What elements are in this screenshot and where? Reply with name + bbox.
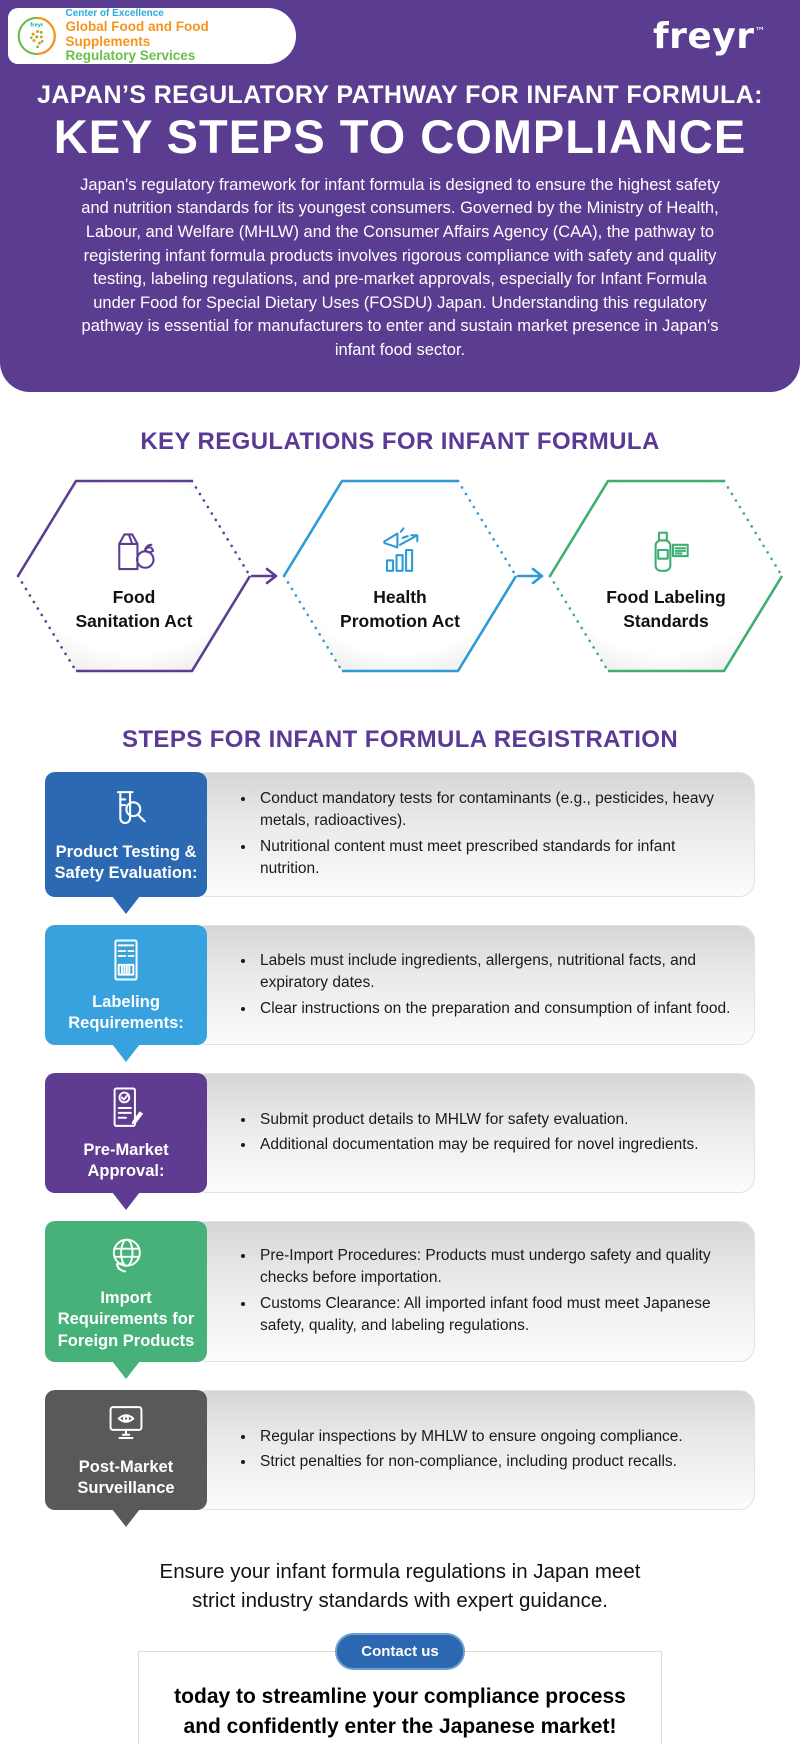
step-title-panel — [45, 1221, 207, 1362]
closing-message — [0, 1558, 800, 1615]
step-bullets — [240, 1242, 732, 1341]
step-title-panel — [45, 1073, 207, 1193]
regulation-card-health-promotion-act — [280, 471, 520, 681]
bullet-item: • Nutritional content must meet prescribed standards for infant nutrition. — [256, 836, 732, 881]
badge-title-line1: Global Food and Food Supplements — [65, 18, 209, 49]
step-title-panel — [45, 772, 207, 897]
cta-line1: today to streamline your compliance process — [174, 1685, 626, 1709]
steps-list — [45, 772, 755, 1510]
header-banner — [0, 0, 800, 392]
step-details-panel — [191, 925, 755, 1045]
step-title-panel — [45, 925, 207, 1045]
bullet-item: • Regular inspections by MHLW to ensure ongoing compliance. — [256, 1426, 683, 1448]
bullet-item: • Pre-Import Procedures: Products must undergo safety and quality checks before importation. — [256, 1245, 732, 1290]
approved-document-pen-icon — [100, 1083, 152, 1133]
step-row-product-testing — [45, 772, 755, 897]
freyr-logo-text: freyr — [652, 16, 755, 57]
nutrition-label-icon — [100, 935, 152, 985]
step-row-import-requirements — [45, 1221, 755, 1362]
step-bullets — [240, 785, 732, 884]
closing-line1: Ensure your infant formula regulations in Japan meet — [159, 1559, 641, 1583]
step-details-panel — [191, 1221, 755, 1362]
bullet-item: • Additional documentation may be required for novel ingredients. — [256, 1134, 699, 1156]
step-details-panel — [191, 1073, 755, 1193]
step-label: Product Testing & Safety Evaluation: — [54, 842, 198, 882]
regulations-heading: KEY REGULATIONS FOR INFANT FORMULA — [140, 428, 660, 455]
step-row-post-market-surveillance — [45, 1390, 755, 1510]
test-tube-magnifier-icon — [100, 785, 152, 835]
step-details-panel — [191, 1390, 755, 1510]
cta-line2: and confidently enter the Japanese market! — [183, 1714, 617, 1738]
contact-us-button[interactable]: Contact us — [335, 1633, 465, 1670]
step-details-panel — [191, 772, 755, 897]
regulation-label: Health Promotion Act — [340, 587, 460, 631]
milk-carton-apple-icon — [106, 524, 162, 576]
step-title-panel — [45, 1390, 207, 1510]
regulations-row — [0, 470, 800, 682]
step-label: Post-Market Surveillance — [77, 1457, 175, 1498]
freyr-seed-logo-icon — [16, 14, 57, 58]
badge-tagline: Center of Excellence — [65, 7, 164, 19]
step-row-pre-market-approval — [45, 1073, 755, 1193]
step-bullets — [240, 1423, 683, 1477]
regulation-label: Food Sanitation Act — [75, 587, 193, 631]
globe-import-icon — [100, 1231, 152, 1281]
right-arrow-icon — [515, 565, 551, 587]
coe-badge — [8, 8, 296, 64]
right-arrow-icon — [249, 565, 285, 587]
step-row-labeling-requirements — [45, 925, 755, 1045]
step-bullets — [240, 1106, 699, 1160]
step-label: Pre-Market Approval: — [83, 1140, 169, 1181]
badge-title-line2: Regulatory Services — [65, 48, 196, 64]
page-title-line1: JAPAN’S REGULATORY PATHWAY FOR INFANT FORMULA: — [37, 81, 763, 109]
step-bullets — [240, 947, 732, 1023]
trademark-symbol: ™ — [754, 25, 766, 38]
regulation-card-food-labeling-standards — [546, 471, 786, 681]
step-label: Labeling Requirements: — [68, 992, 184, 1033]
intro-paragraph: Japan's regulatory framework for infant formula is designed to ensure the highest safety and nutrition standards for its youngest consumers. Governed by the Ministry of Health, Labour, and Welfare (MHLW) and the Consumer Affairs Agency (CAA), the pathway to registering infant formula products involves rigorous compliance with safety and quality testing, labeling regulations, and pre-market approvals, especially for Infant Formula under Food for Special Dietary Uses (FOSDU) Japan. Understanding this regulatory pathway is essential for manufacturers to enter and sustain market presence in Japan's infant food sector. — [80, 175, 720, 359]
megaphone-chart-icon — [372, 524, 428, 576]
bullet-item: • Conduct mandatory tests for contaminants (e.g., pesticides, heavy metals, radioactives). — [256, 788, 732, 833]
bullet-item: • Submit product details to MHLW for safety evaluation. — [256, 1109, 699, 1131]
svg-text:freyr: freyr — [30, 22, 44, 29]
regulation-card-food-sanitation-act — [14, 471, 254, 681]
bullet-item: • Clear instructions on the preparation and consumption of infant food. — [256, 998, 732, 1020]
closing-line2: strict industry standards with expert guidance. — [192, 1588, 608, 1612]
freyr-wordmark — [653, 16, 766, 57]
cta-text — [159, 1682, 641, 1741]
steps-heading: STEPS FOR INFANT FORMULA REGISTRATION — [121, 726, 679, 753]
bullet-item: • Customs Clearance: All imported infant food must meet Japanese safety, quality, and labeling regulations. — [256, 1293, 732, 1338]
page-title-line2: KEY STEPS TO COMPLIANCE — [53, 109, 747, 163]
bullet-item: • Labels must include ingredients, allergens, nutritional facts, and expiratory dates. — [256, 950, 732, 995]
regulation-label: Food Labeling Standards — [606, 587, 726, 631]
bullet-item: • Strict penalties for non-compliance, including product recalls. — [256, 1451, 683, 1473]
bottle-label-icon — [638, 524, 694, 576]
monitor-eye-icon — [100, 1400, 152, 1450]
step-label: Import Requirements for Foreign Products — [57, 1288, 195, 1350]
badge-text — [65, 8, 284, 65]
